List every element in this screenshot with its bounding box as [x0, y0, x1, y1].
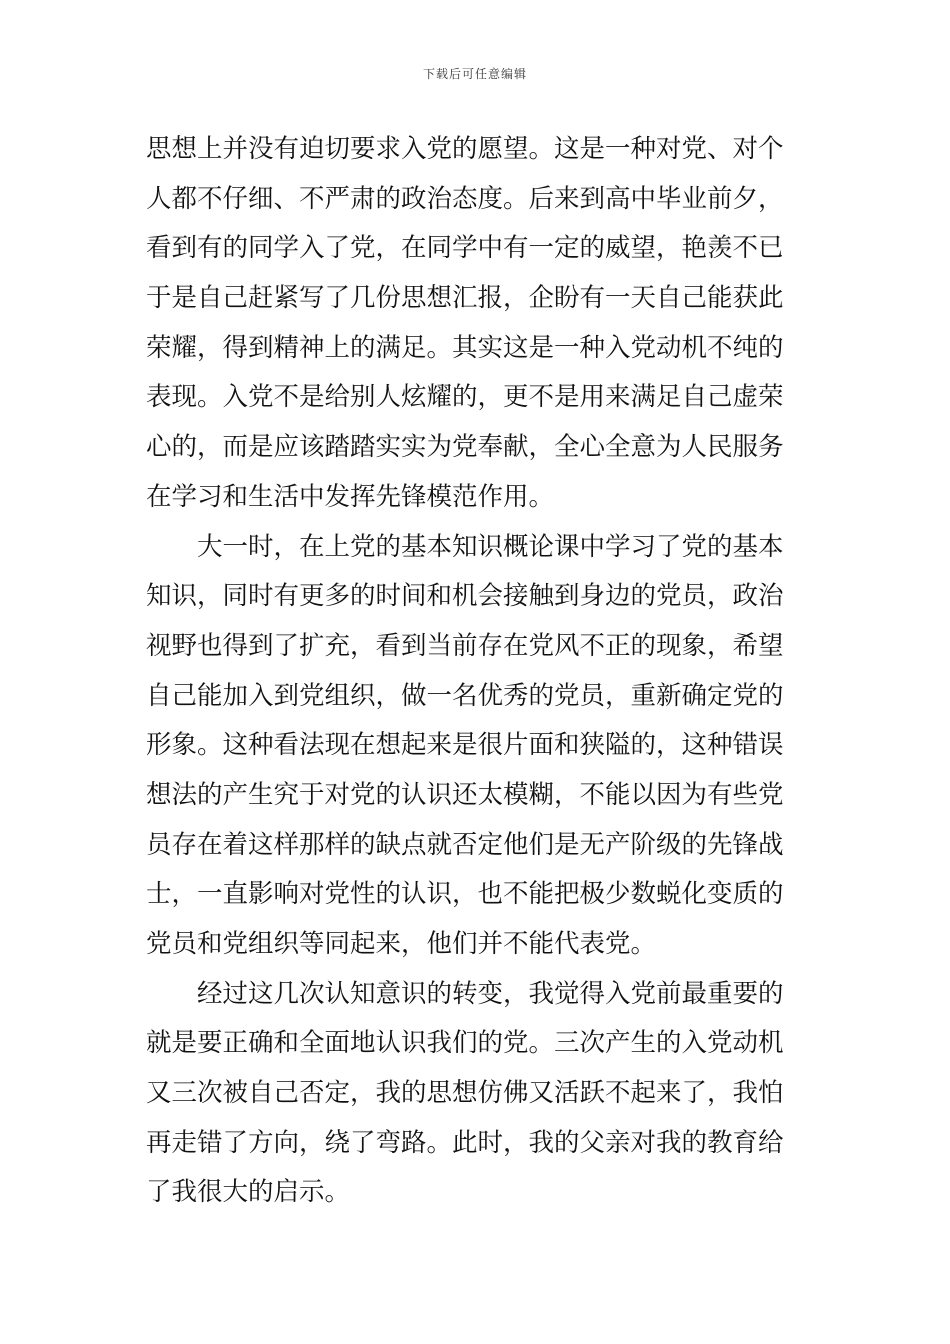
- text-line: 知识，同时有更多的时间和机会接触到身边的党员，政治: [146, 581, 784, 612]
- text-line: 再走错了方向，绕了弯路。此时，我的父亲对我的教育给: [146, 1127, 784, 1158]
- text-line: 心的，而是应该踏踏实实为党奉献，全心全意为人民服务: [146, 432, 784, 463]
- text-line: 人都不仔细、不严肃的政治态度。后来到高中毕业前夕，: [146, 183, 784, 214]
- text-line: 了我很大的启示。: [146, 1177, 351, 1208]
- text-line: 员存在着这样那样的缺点就否定他们是无产阶级的先锋战: [146, 829, 784, 860]
- text-line: 荣耀，得到精神上的满足。其实这是一种入党动机不纯的: [146, 332, 784, 363]
- text-line: 表现。入党不是给别人炫耀的，更不是用来满足自己虚荣: [146, 382, 784, 413]
- text-line: 在学习和生活中发挥先锋模范作用。: [146, 481, 555, 512]
- text-line: 于是自己赶紧写了几份思想汇报，企盼有一天自己能获此: [146, 283, 784, 314]
- document-body: [146, 125, 808, 1218]
- text-line: 思想上并没有迫切要求入党的愿望。这是一种对党、对个: [146, 134, 784, 164]
- page-header: 下载后可任意编辑: [422, 67, 527, 81]
- text-line: 形象。这种看法现在想起来是很片面和狭隘的，这种错误: [146, 730, 784, 761]
- text-line: 士，一直影响对党性的认识，也不能把极少数蜕化变质的: [146, 879, 784, 910]
- text-line: 就是要正确和全面地认识我们的党。三次产生的入党动机: [146, 1028, 784, 1059]
- text-line: 经过这几次认知意识的转变，我觉得入党前最重要的: [146, 978, 784, 1009]
- text-line: 大一时，在上党的基本知识概论课中学习了党的基本: [146, 531, 784, 562]
- text-line: 党员和党组织等同起来，他们并不能代表党。: [146, 929, 657, 959]
- text-line: 视野也得到了扩充，看到当前存在党风不正的现象，希望: [146, 630, 784, 661]
- text-line: 自己能加入到党组织，做一名优秀的党员，重新确定党的: [146, 680, 784, 711]
- text-line: 看到有的同学入了党，在同学中有一定的威望，艳羡不已: [146, 233, 784, 264]
- text-line: 想法的产生究于对党的认识还太模糊，不能以因为有些党: [146, 779, 784, 810]
- text-line: 又三次被自己否定，我的思想仿佛又活跃不起来了，我怕: [146, 1078, 784, 1109]
